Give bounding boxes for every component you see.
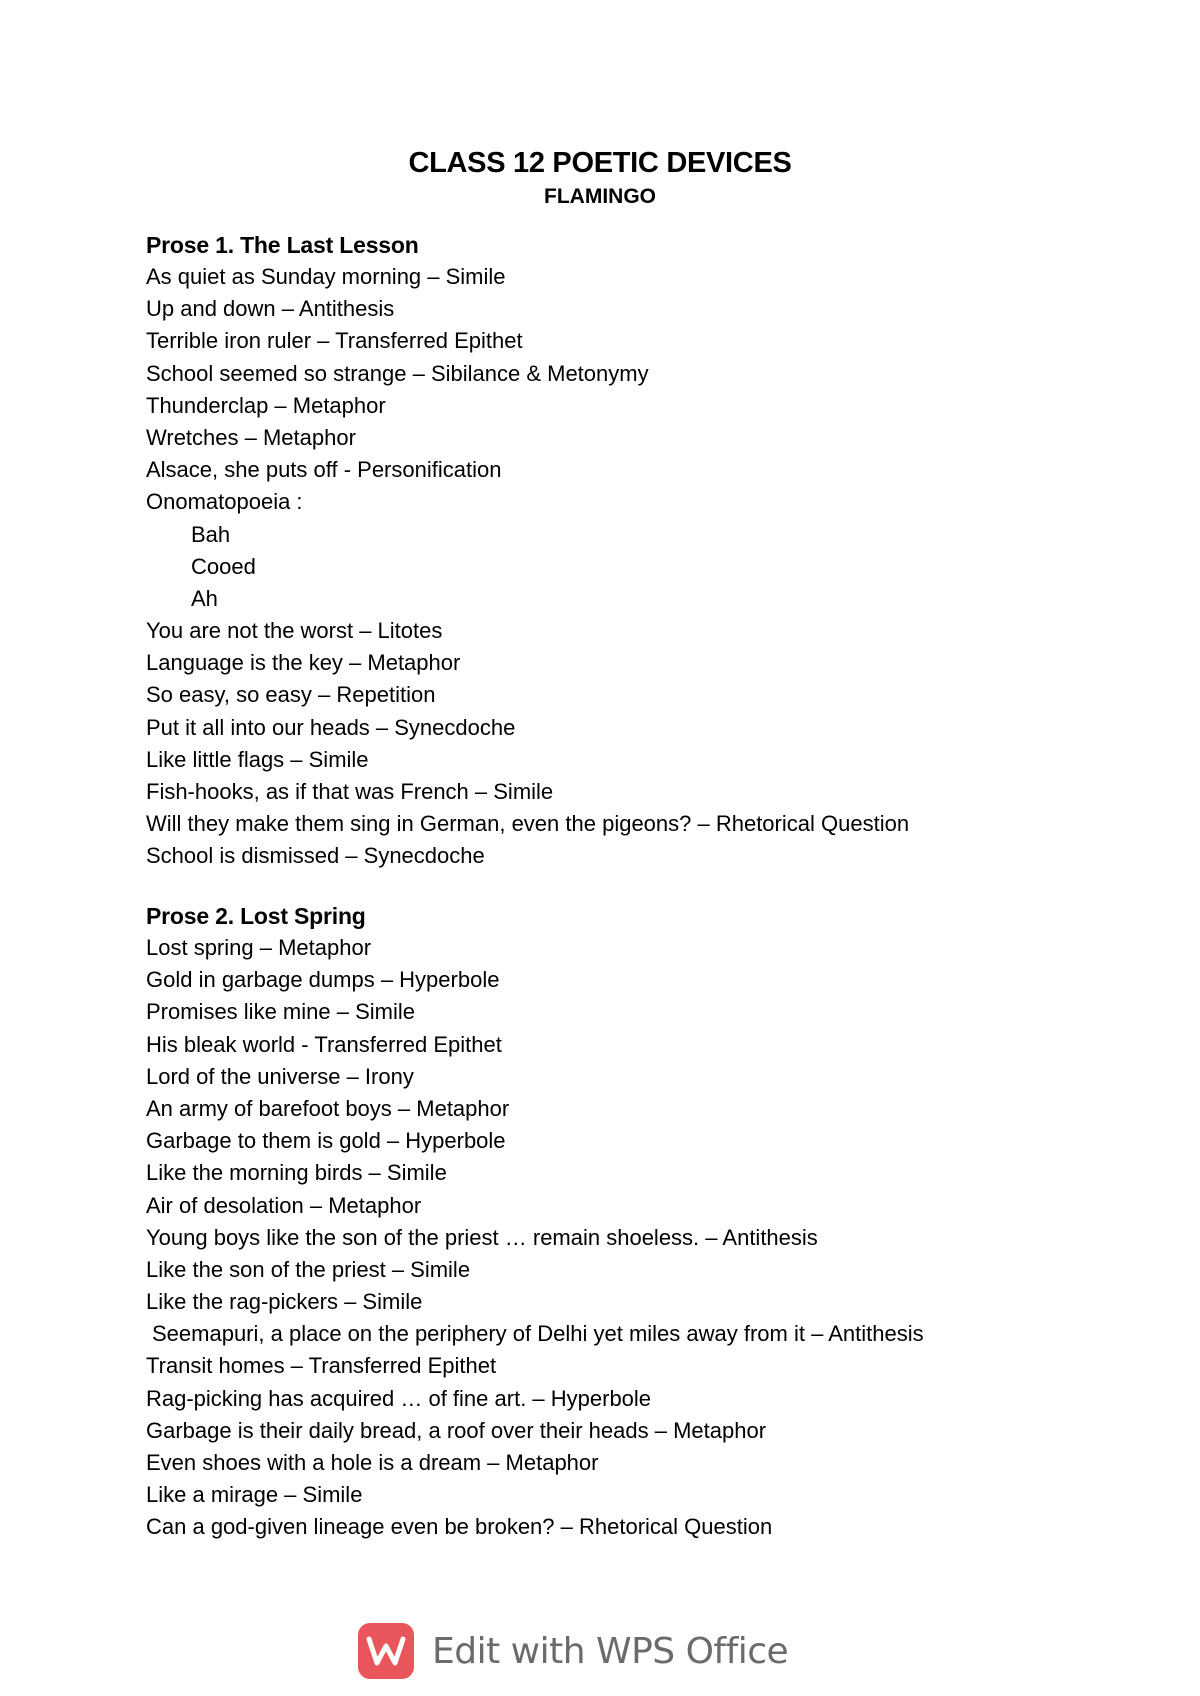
document-title: CLASS 12 POETIC DEVICES xyxy=(408,147,792,179)
device-list xyxy=(146,261,1146,873)
wps-watermark[interactable] xyxy=(358,1622,788,1680)
list-item: Like little flags – Simile xyxy=(146,746,369,772)
list-item: Up and down – Antithesis xyxy=(146,296,395,322)
wps-edit-label: Edit with WPS Office xyxy=(432,1630,789,1672)
list-item: School is dismissed – Synecdoche xyxy=(146,843,485,869)
document-subtitle: FLAMINGO xyxy=(544,185,656,208)
list-item: Young boys like the son of the priest … remain shoeless. – Antithesis xyxy=(146,1224,818,1250)
list-item: Garbage to them is gold – Hyperbole xyxy=(146,1128,506,1154)
section-lost-spring xyxy=(146,900,1146,1544)
list-item: An army of barefoot boys – Metaphor xyxy=(146,1095,510,1121)
list-item: His bleak world - Transferred Epithet xyxy=(146,1031,502,1057)
section-heading: Prose 2. Lost Spring xyxy=(146,903,366,929)
list-item: Can a god-given lineage even be broken? – Rhetorical Question xyxy=(146,1514,773,1540)
list-item: Ah xyxy=(191,585,218,611)
list-item: You are not the worst – Litotes xyxy=(146,618,443,644)
list-item: As quiet as Sunday morning – Simile xyxy=(146,264,506,289)
list-item: Lost spring – Metaphor xyxy=(146,935,372,960)
list-item: Seemapuri, a place on the periphery of Delhi yet miles away from it – Antithesis xyxy=(152,1321,924,1347)
list-item: Terrible iron ruler – Transferred Epithet xyxy=(146,328,523,354)
section-last-lesson xyxy=(146,229,1146,873)
list-item: Even shoes with a hole is a dream – Metaphor xyxy=(146,1450,599,1475)
list-item: Like a mirage – Simile xyxy=(146,1482,363,1508)
list-item: Onomatopoeia : xyxy=(146,489,303,515)
wps-office-logo-icon xyxy=(358,1623,414,1679)
list-item: Gold in garbage dumps – Hyperbole xyxy=(146,967,500,993)
list-item: Like the morning birds – Simile xyxy=(146,1160,447,1186)
list-item: Air of desolation – Metaphor xyxy=(146,1192,422,1218)
device-list xyxy=(146,932,1146,1544)
list-item: Bah xyxy=(191,521,231,547)
list-item: Wretches – Metaphor xyxy=(146,424,356,450)
list-item: Garbage is their daily bread, a roof over their heads – Metaphor xyxy=(146,1417,767,1443)
list-item: Put it all into our heads – Synecdoche xyxy=(146,714,516,740)
list-item: Language is the key – Metaphor xyxy=(146,650,461,676)
list-item: Will they make them sing in German, even the pigeons? – Rhetorical Question xyxy=(146,811,910,837)
list-item: Transit homes – Transferred Epithet xyxy=(146,1353,497,1379)
list-item: School seemed so strange – Sibilance & Metonymy xyxy=(146,360,649,386)
list-item: Cooed xyxy=(191,553,256,579)
list-item: So easy, so easy – Repetition xyxy=(146,682,436,708)
list-item: Promises like mine – Simile xyxy=(146,999,415,1025)
list-item: Thunderclap – Metaphor xyxy=(146,392,386,418)
list-item: Like the rag-pickers – Simile xyxy=(146,1289,423,1315)
list-item: Like the son of the priest – Simile xyxy=(146,1256,471,1282)
list-item: Lord of the universe – Irony xyxy=(146,1063,414,1089)
list-item: Alsace, she puts off - Personification xyxy=(146,457,502,483)
list-item: Fish-hooks, as if that was French – Simile xyxy=(146,779,554,804)
list-item: Rag-picking has acquired … of fine art. – Hyperbole xyxy=(146,1385,652,1411)
section-heading: Prose 1. The Last Lesson xyxy=(146,232,419,258)
